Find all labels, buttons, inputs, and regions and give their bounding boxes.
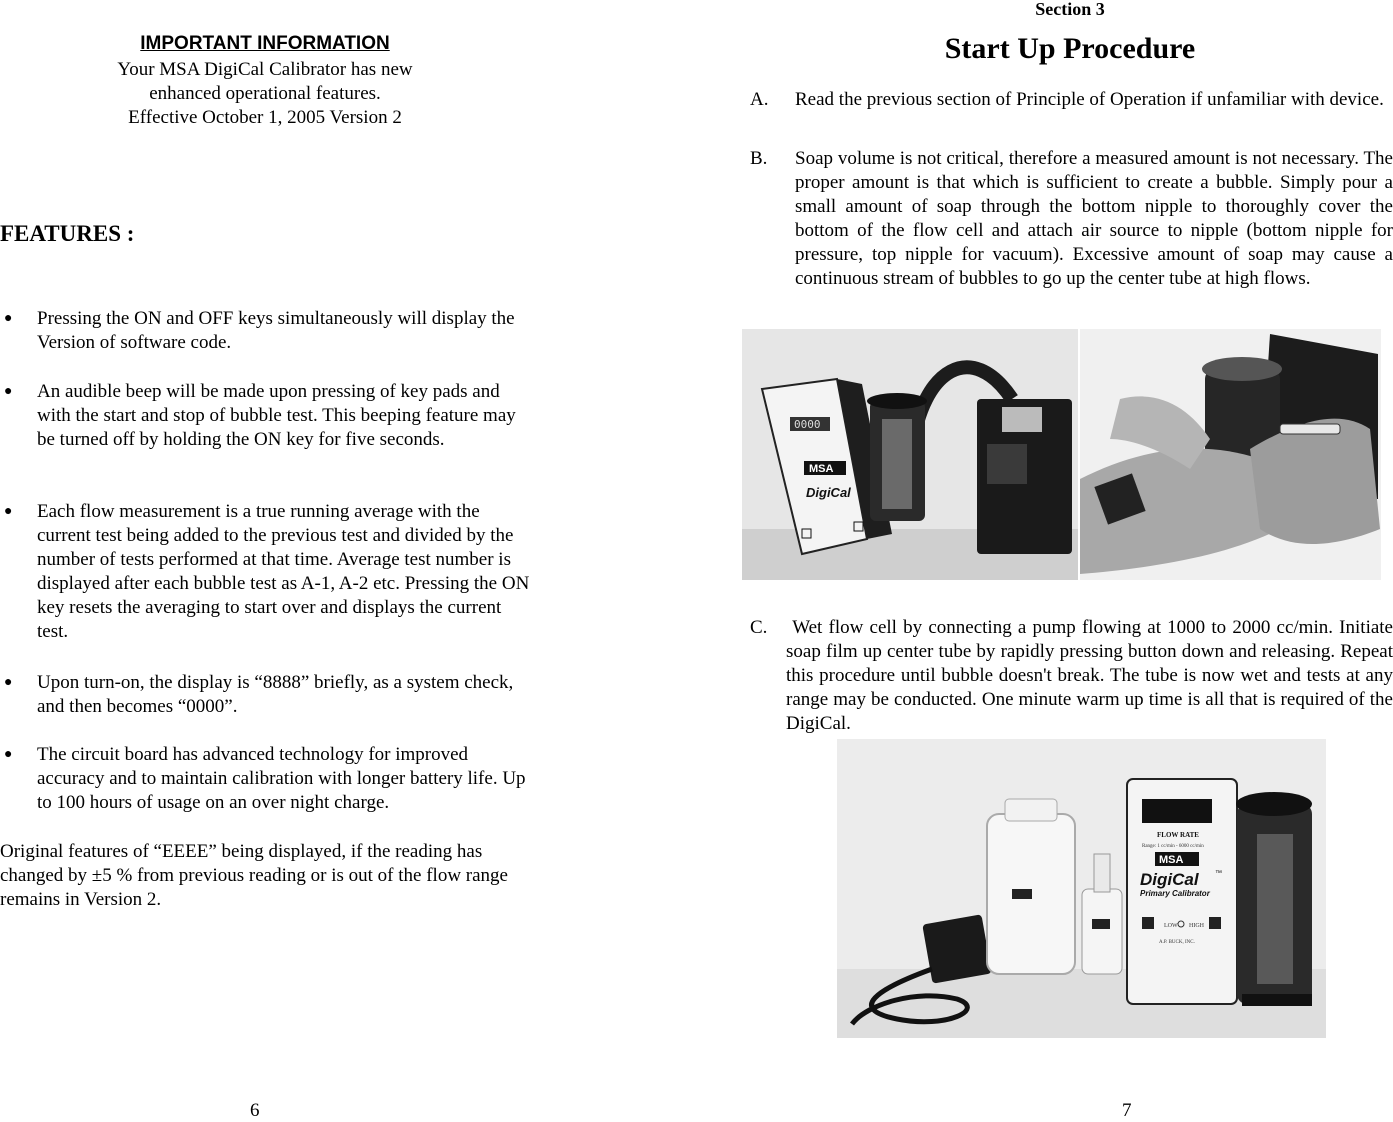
item-b-text: Soap volume is not critical, therefore a measured amount is not necessary. The proper amount is that which is sufficient to create a bubble. Simply pour a small amount of soap through the bottom nipple to thoroughly cover the bottom of the flow cell and attach air source to nipple (bottom nipple for pressure, top nipple for vacuum). Excessive amount of soap may cause a continuous stream of bubbles to go up the center tube at high flows.	[795, 148, 1393, 289]
device-trademark: ™	[1215, 870, 1222, 877]
device-brand-large: MSA	[1159, 854, 1184, 866]
features-heading: FEATURES :	[0, 221, 135, 246]
item-b-letter: B.	[750, 148, 768, 169]
photo-hands-filling-soap-drawing	[1080, 329, 1381, 580]
photo-calibrator-with-pump	[742, 329, 1078, 580]
device-high-label: HIGH	[1189, 923, 1204, 929]
item-c-letter: C.	[750, 617, 768, 638]
feature-bullet-2: An audible beep will be made upon pressing of key pads and with the start and stop of bubble test. This beeping feature may be turned off by holding the ON key for five seconds.	[37, 381, 516, 450]
device-low-label: LOW	[1164, 923, 1178, 929]
device-flow-rate-label: FLOW RATE	[1157, 831, 1199, 839]
item-c	[750, 616, 1393, 736]
photo-hands-filling-soap	[1080, 329, 1381, 580]
device-product: DigiCal	[806, 485, 851, 500]
item-a-letter: A.	[750, 89, 769, 110]
device-brand: MSA	[809, 463, 834, 475]
bullet-icon: ●	[4, 675, 13, 690]
item-a-text: Read the previous section of Principle of Operation if unfamiliar with device.	[795, 89, 1384, 110]
bullet-icon: ●	[4, 504, 13, 519]
page-number-left: 6	[250, 1100, 260, 1121]
photo-calibrator-kit-drawing	[837, 739, 1326, 1038]
section-label: Section 3	[1035, 0, 1105, 19]
section-title: Start Up Procedure	[944, 32, 1196, 65]
feature-bullet-1: Pressing the ON and OFF keys simultaneously will display the Version of software code.	[37, 308, 515, 353]
device-range-label: Range: 1 cc/min - 6000 cc/min	[1142, 844, 1204, 849]
important-information-title: IMPORTANT INFORMATION	[140, 33, 390, 54]
device-product-large: DigiCal	[1140, 870, 1199, 889]
item-c-text: Wet flow cell by connecting a pump flowing at 1000 to 2000 cc/min. Initiate soap film up center tube by rapidly pressing button down and releasing. Repeat this procedure until bubble doesn't break. The tube is now wet and tests at any range may be conducted. One minute warm up time is all that is required of the DigiCal.	[786, 617, 1393, 734]
photo-calibrator-kit	[837, 739, 1326, 1038]
device-subtitle: Primary Calibrator	[1140, 889, 1210, 898]
device-display-digits: 0000	[794, 418, 821, 431]
intro-line-1: Your MSA DigiCal Calibrator has new	[117, 59, 413, 80]
page-number-right: 7	[1122, 1100, 1132, 1121]
intro-line-3: Effective October 1, 2005 Version 2	[128, 107, 402, 128]
feature-bullet-4: Upon turn-on, the display is “8888” briefly, as a system check, and then becomes “0000”.	[37, 672, 514, 717]
bullet-icon: ●	[4, 384, 13, 399]
device-maker-label: A.P. BUCK, INC.	[1159, 940, 1195, 945]
bullet-icon: ●	[4, 747, 13, 762]
closing-paragraph: Original features of “EEEE” being displayed, if the reading has changed by ±5 % from previous reading or is out of the flow range remains in Version 2.	[0, 841, 508, 910]
intro-line-2: enhanced operational features.	[149, 83, 381, 104]
photo-calibrator-with-pump-drawing	[742, 329, 1078, 580]
bullet-icon: ●	[4, 311, 13, 326]
feature-bullet-5: The circuit board has advanced technology for improved accuracy and to maintain calibration with longer battery life. Up to 100 hours of usage on an over night charge.	[37, 744, 526, 813]
feature-bullet-3: Each flow measurement is a true running average with the current test being added to the previous test and divided by the number of tests performed at that time. Average test number is displayed after each bubble test as A-1, A-2 etc. Pressing the ON key resets the averaging to start over and displays the current test.	[37, 501, 530, 642]
